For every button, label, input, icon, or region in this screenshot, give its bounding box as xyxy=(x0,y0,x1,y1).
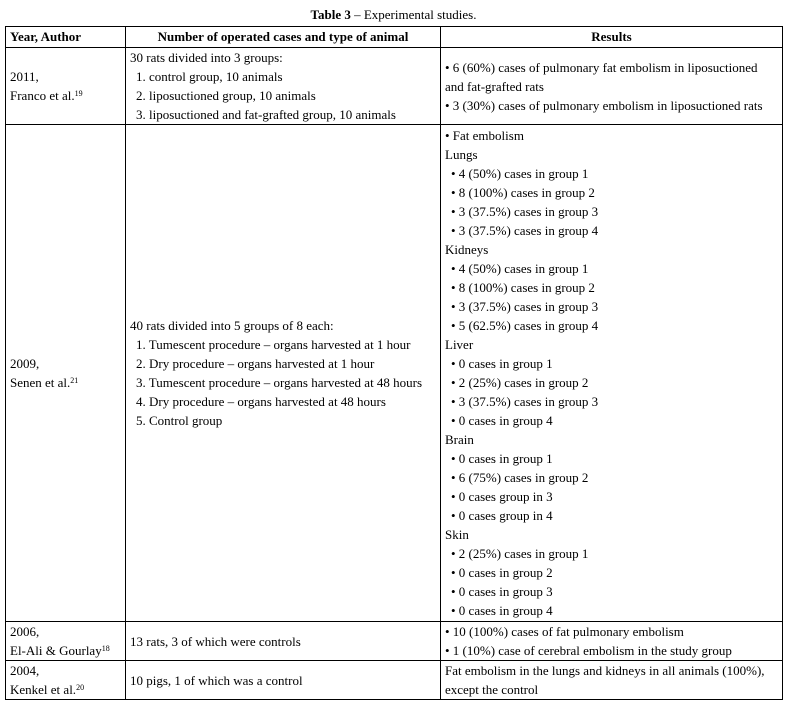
cases-item: 2. liposuctioned group, 10 animals xyxy=(136,88,316,103)
organ-result: • 0 cases group in 4 xyxy=(451,508,553,523)
result-line: except the control xyxy=(445,682,539,697)
organ-name: Skin xyxy=(445,527,469,542)
result-line: • 6 (60%) cases of pulmonary fat embolism in liposuctioned xyxy=(445,59,758,75)
author xyxy=(10,641,121,660)
organ-result: • 0 cases in group 3 xyxy=(451,584,553,599)
author xyxy=(10,86,121,105)
author-name: Kenkel et al. xyxy=(10,682,77,697)
year: 2009, xyxy=(10,356,40,371)
result-line: • 10 (100%) cases of fat pulmonary embolism xyxy=(445,624,684,639)
year: 2004, xyxy=(10,663,40,678)
reference: 19 xyxy=(74,89,83,98)
caption-label: Table 3 xyxy=(310,7,351,22)
header-row xyxy=(6,27,783,48)
cases-cell: 10 pigs, 1 of which was a control xyxy=(126,661,441,700)
cases-item: 5. Control group xyxy=(136,413,223,428)
organ-result: • 0 cases in group 4 xyxy=(451,413,553,428)
organ-result: • 8 (100%) cases in group 2 xyxy=(451,185,595,200)
organ-result: • 6 (75%) cases in group 2 xyxy=(451,470,589,485)
author xyxy=(10,373,121,392)
year-author-cell xyxy=(6,48,126,125)
author-name: Franco et al. xyxy=(10,88,75,103)
organ-result: • 0 cases in group 1 xyxy=(451,356,553,371)
organ-result: • 4 (50%) cases in group 1 xyxy=(451,261,589,276)
reference: 21 xyxy=(70,376,79,385)
organ-result: • 5 (62.5%) cases in group 4 xyxy=(451,318,599,333)
caption-separator: – xyxy=(350,7,364,22)
reference: 18 xyxy=(101,644,110,653)
organ-result: • 3 (37.5%) cases in group 4 xyxy=(451,223,599,238)
organ-result: • 4 (50%) cases in group 1 xyxy=(451,166,589,181)
organ-name: Lungs xyxy=(445,147,478,162)
results-cell xyxy=(441,622,783,661)
author-name: El-Ali & Gourlay xyxy=(10,643,102,658)
table-container xyxy=(5,6,782,700)
result-line: and fat-grafted rats xyxy=(445,78,544,94)
table-row xyxy=(6,48,783,125)
organ-name: Kidneys xyxy=(445,242,489,257)
organ-result: • 0 cases in group 4 xyxy=(451,603,553,618)
year-author-cell xyxy=(6,125,126,622)
table-caption xyxy=(5,6,782,26)
organ-result: • 8 (100%) cases in group 2 xyxy=(451,280,595,295)
organ-result: • 0 cases group in 3 xyxy=(451,489,553,504)
header-year-author: Year, Author xyxy=(6,27,126,48)
reference: 20 xyxy=(76,683,85,692)
year: 2006, xyxy=(10,624,40,639)
cases-item: 1. Tumescent procedure – organs harvested at 1 hour xyxy=(136,337,411,352)
cases-item: 3. liposuctioned and fat-grafted group, 10 animals xyxy=(136,107,396,122)
organ-name: Brain xyxy=(445,432,474,447)
organ-result: • 0 cases in group 2 xyxy=(451,565,553,580)
organ-result: • 3 (37.5%) cases in group 3 xyxy=(451,204,599,219)
results-cell xyxy=(441,48,783,125)
organ-result: • 3 (37.5%) cases in group 3 xyxy=(451,394,599,409)
results-heading: • Fat embolism xyxy=(445,128,524,143)
cases-intro: 40 rats divided into 5 groups of 8 each: xyxy=(130,318,334,333)
table-row xyxy=(6,661,783,700)
cases-cell xyxy=(126,48,441,125)
organ-result: • 0 cases in group 1 xyxy=(451,451,553,466)
year-author-cell xyxy=(6,661,126,700)
experimental-studies-table xyxy=(5,26,783,700)
caption-title: Experimental studies. xyxy=(363,7,477,22)
cases-cell xyxy=(126,125,441,622)
table-row xyxy=(6,125,783,622)
header-results: Results xyxy=(441,27,783,48)
result-line: • 1 (10%) case of cerebral embolism in the study group xyxy=(445,643,732,658)
author-name: Senen et al. xyxy=(10,375,71,390)
table-row xyxy=(6,622,783,661)
header-cases: Number of operated cases and type of animal xyxy=(126,27,441,48)
cases-intro: 30 rats divided into 3 groups: xyxy=(130,50,283,65)
organ-result: • 2 (25%) cases in group 1 xyxy=(451,546,589,561)
cases-cell: 13 rats, 3 of which were controls xyxy=(126,622,441,661)
cases-item: 2. Dry procedure – organs harvested at 1 hour xyxy=(136,356,375,371)
result-line: Fat embolism in the lungs and kidneys in all animals (100%), xyxy=(445,663,765,678)
results-cell xyxy=(441,661,783,700)
year-author-cell xyxy=(6,622,126,661)
results-cell xyxy=(441,125,783,622)
organ-name: Liver xyxy=(445,337,474,352)
organ-result: • 2 (25%) cases in group 2 xyxy=(451,375,589,390)
organ-result: • 3 (37.5%) cases in group 3 xyxy=(451,299,599,314)
author xyxy=(10,680,121,699)
cases-item: 1. control group, 10 animals xyxy=(136,69,283,84)
cases-item: 3. Tumescent procedure – organs harvested at 48 hours xyxy=(136,375,423,390)
cases-item: 4. Dry procedure – organs harvested at 48 hours xyxy=(136,394,386,409)
result-line: • 3 (30%) cases of pulmonary embolism in liposuctioned rats xyxy=(445,97,763,113)
year: 2011, xyxy=(10,69,39,84)
